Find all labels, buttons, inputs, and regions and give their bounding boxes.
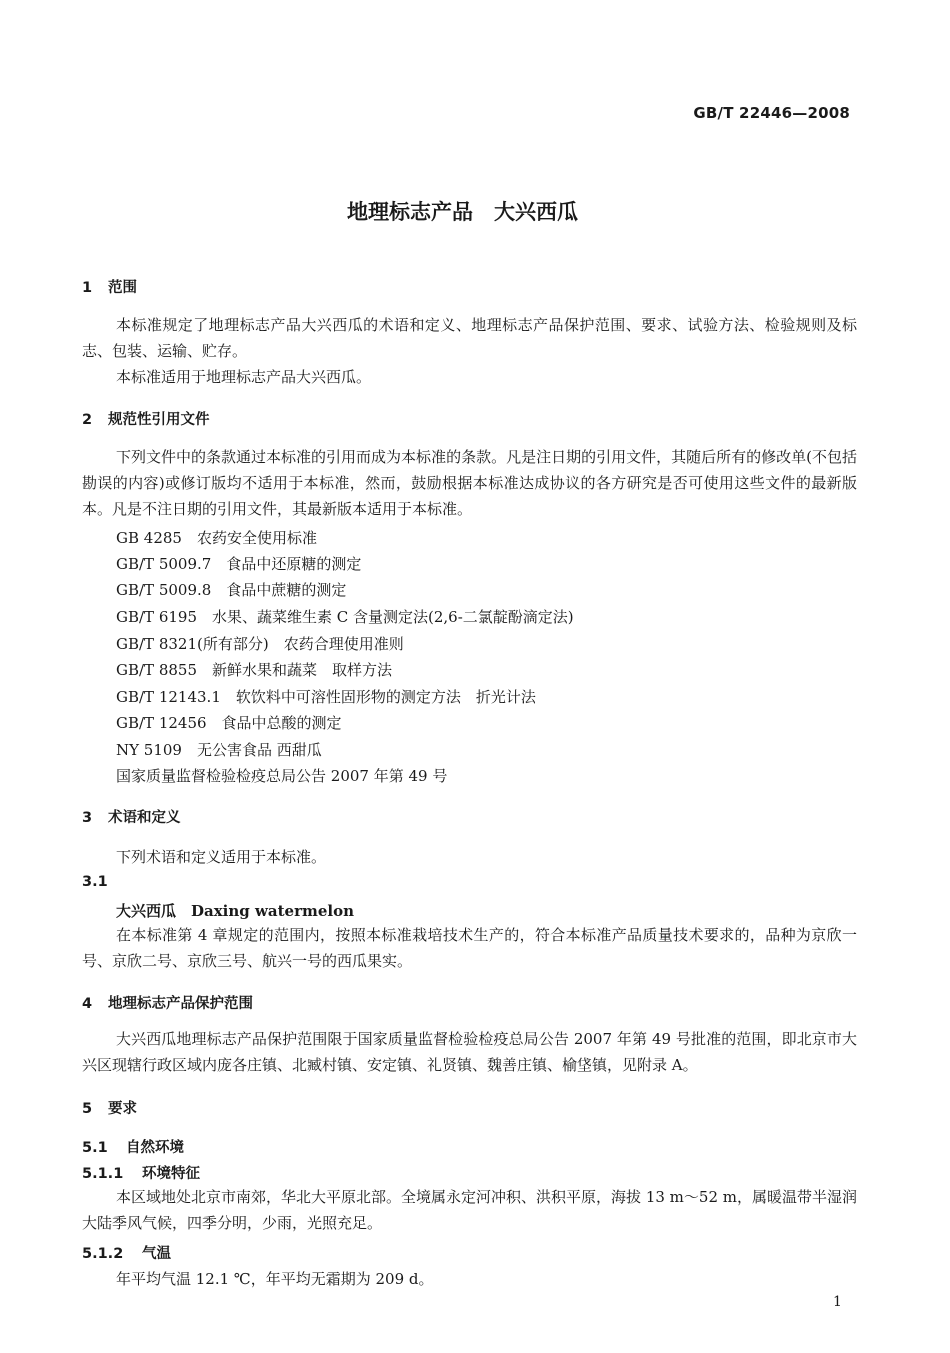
section-number: 1 [82,280,93,296]
subsection-5-1-heading [82,1136,184,1157]
reference-item: GB/T 8855 新鲜水果和蔬菜 取样方法 [116,661,393,679]
reference-item: GB/T 5009.8 食品中蔗糖的测定 [116,581,347,599]
section-number: 3 [82,810,93,826]
reference-item: GB/T 8321(所有部分) 农药合理使用准则 [116,635,404,653]
reference-item: GB/T 12456 食品中总酸的测定 [116,714,342,732]
reference-item: GB 4285 农药安全使用标准 [116,529,317,547]
reference-item: GB/T 6195 水果、蔬菜维生素 C 含量测定法(2,6-二氯靛酚滴定法) [116,608,574,626]
section-number: 4 [82,996,93,1012]
section-number: 5 [82,1101,93,1117]
section-title: 环境特征 [142,1166,200,1182]
reference-item: GB/T 12143.1 软饮料中可溶性固形物的测定方法 折光计法 [116,688,536,706]
reference-item: NY 5109 无公害食品 西甜瓜 [116,741,322,759]
section-number: 5.1.1 [82,1166,124,1182]
section-2-intro: 下列文件中的条款通过本标准的引用而成为本标准的条款。凡是注日期的引用文件，其随后所有的修改单(不包括勘误的内容)或修订版均不适用于本标准，然而，鼓励根据本标准达成协议的各方研究是否可使用这些文件的最新版本。凡是不注日期的引用文件，其最新版本适用于本标准。 [82,448,857,518]
section-4-heading [82,992,253,1013]
section-title: 地理标志产品保护范围 [108,996,253,1012]
section-1-paragraph-2: 本标准适用于地理标志产品大兴西瓜。 [116,368,372,386]
section-5-heading [82,1097,137,1118]
standard-code: GB/T 22446—2008 [693,104,850,122]
section-number: 5.1.2 [82,1246,124,1262]
reference-item: 国家质量监督检验检疫总局公告 2007 年第 49 号 [116,767,448,785]
term-definition: 在本标准第 4 章规定的范围内，按照本标准栽培技术生产的，符合本标准产品质量技术要求的，品种为京欣一号、京欣二号、京欣三号、航兴一号的西瓜果实。 [82,926,857,970]
section-3-heading [82,806,181,827]
subsection-5-1-1-text: 本区域地处北京市南郊，华北大平原北部。全境属永定河冲积、洪积平原，海拔 13 m～52 m，属暖温带半湿润大陆季风气候，四季分明，少雨，光照充足。 [82,1188,857,1232]
section-3-intro: 下列术语和定义适用于本标准。 [116,848,327,866]
subsection-5-1-2-text: 年平均气温 12.1 ℃，年平均无霜期为 209 d。 [116,1270,434,1288]
section-title: 气温 [142,1246,171,1262]
section-title: 要求 [108,1101,137,1117]
reference-item: GB/T 5009.7 食品中还原糖的测定 [116,555,362,573]
subsection-5-1-2-heading [82,1242,171,1263]
section-title: 范围 [108,280,137,296]
page-number: 1 [833,1294,842,1310]
section-title: 术语和定义 [108,810,181,826]
section-4-paragraph: 大兴西瓜地理标志产品保护范围限于国家质量监督检验检疫总局公告 2007 年第 49 号批准的范围，即北京市大兴区现辖行政区域内庞各庄镇、北臧村镇、安定镇、礼贤镇、魏善庄镇、榆垡镇，见附录 A。 [82,1030,857,1074]
document-title: 地理标志产品 大兴西瓜 [347,200,578,224]
term-entry: 大兴西瓜 Daxing watermelon [116,902,355,920]
subsection-3-1-number: 3.1 [82,874,108,890]
section-title: 规范性引用文件 [108,412,210,428]
section-2-heading [82,408,210,429]
subsection-5-1-1-heading [82,1162,200,1183]
section-title: 自然环境 [126,1140,184,1156]
section-1-paragraph-1: 本标准规定了地理标志产品大兴西瓜的术语和定义、地理标志产品保护范围、要求、试验方法、检验规则及标志、包装、运输、贮存。 [82,316,857,360]
section-number: 5.1 [82,1140,108,1156]
section-1-heading [82,276,137,297]
section-number: 2 [82,412,93,428]
